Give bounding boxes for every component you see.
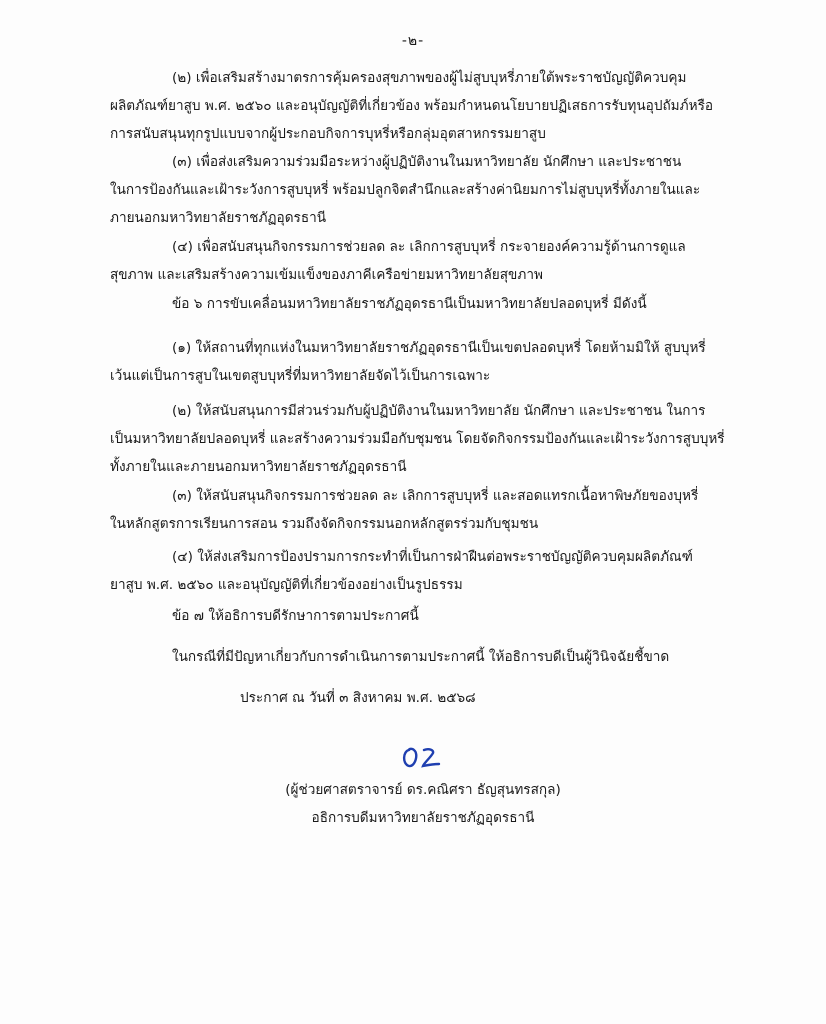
text-line: (๑) ให้สถานที่ทุกแห่งในมหาวิทยาลัยราชภัฏอุดรธานีเป็นเขตปลอดบุหรี่ โดยห้ามมิให้ สูบบุหรี่ [172, 340, 706, 356]
text-line: ยาสูบ พ.ศ. ๒๕๖๐ และอนุบัญญัติที่เกี่ยวข้องอย่างเป็นรูปธรรม [110, 577, 463, 593]
text-line: เป็นมหาวิทยาลัยปลอดบุหรี่ และสร้างความร่วมมือกับชุมชน โดยจัดกิจกรรมป้องกันและเฝ้าระวังการสูบบุหรี่ [110, 431, 725, 447]
objective-paragraph-3 [110, 148, 720, 232]
text-line: สุขภาพ และเสริมสร้างความเข้มแข็งของภาคีเครือข่ายมหาวิทยาลัยสุขภาพ [110, 267, 543, 283]
text-line: (๒) เพื่อเสริมสร้างมาตรการคุ้มครองสุขภาพของผู้ไม่สูบบุหรี่ภายใต้พระราชบัญญัติควบคุม [172, 70, 687, 86]
clause-6-item-4 [110, 543, 720, 599]
clause-7: ข้อ ๗ ให้อธิการบดีรักษาการตามประกาศนี้ [172, 608, 419, 624]
clause-6-item-3 [110, 482, 720, 538]
handwritten-signature [400, 742, 450, 772]
text-line: (๓) เพื่อส่งเสริมความร่วมมือระหว่างผู้ปฏิบัติงานในมหาวิทยาลัย นักศึกษา และประชาชน [172, 154, 682, 170]
text-line: ผลิตภัณฑ์ยาสูบ พ.ศ. ๒๕๖๐ และอนุบัญญัติที่เกี่ยวข้อง พร้อมกำหนดนโยบายปฏิเสธการรับทุนอุปถัมภ์หรือ [110, 98, 714, 114]
text-line: ในหลักสูตรการเรียนการสอน รวมถึงจัดกิจกรรมนอกหลักสูตรร่วมกับชุมชน [110, 516, 539, 532]
clause-6-heading: ข้อ ๖ การขับเคลื่อนมหาวิทยาลัยราชภัฏอุดรธานีเป็นมหาวิทยาลัยปลอดบุหรี่ มีดังนี้ [172, 296, 647, 312]
problem-clause: ในกรณีที่มีปัญหาเกี่ยวกับการดำเนินการตามประกาศนี้ ให้อธิการบดีเป็นผู้วินิจฉัยชี้ขาด [172, 649, 670, 665]
text-line: (๓) ให้สนับสนุนกิจกรรมการช่วยลด ละ เลิกการสูบบุหรี่ และสอดแทรกเนื้อหาพิษภัยของบุหรี่ [172, 488, 699, 504]
text-line: เว้นแต่เป็นการสูบในเขตสูบบุหรี่ที่มหาวิทยาลัยจัดไว้เป็นการเฉพาะ [110, 368, 491, 384]
page-number: -๒- [401, 33, 425, 49]
objective-paragraph-4 [110, 233, 720, 289]
text-line: ทั้งภายในและภายนอกมหาวิทยาลัยราชภัฏอุดรธานี [110, 459, 407, 475]
clause-6-item-1 [110, 334, 720, 390]
text-line: ภายนอกมหาวิทยาลัยราชภัฏอุดรธานี [110, 210, 327, 226]
announcement-date: ประกาศ ณ วันที่ ๓ สิงหาคม พ.ศ. ๒๕๖๘ [240, 690, 476, 706]
signer-position: อธิการบดีมหาวิทยาลัยราชภัฏอุดรธานี [311, 810, 535, 826]
signer-block [0, 776, 826, 832]
objective-paragraph-2 [110, 64, 720, 148]
text-line: (๔) ให้ส่งเสริมการป้องปรามการกระทำที่เป็นการฝ่าฝืนต่อพระราชบัญญัติควบคุมผลิตภัณฑ์ [172, 549, 693, 565]
clause-6-item-2 [110, 397, 725, 481]
text-line: ในการป้องกันและเฝ้าระวังการสูบบุหรี่ พร้อมปลูกจิตสำนึกและสร้างค่านิยมการไม่สูบบุหรี่ทั้งภายในและ [110, 182, 701, 198]
signer-name: (ผู้ช่วยศาสตราจารย์ ดร.คณิศรา ธัญสุนทรสกุล) [285, 782, 561, 798]
text-line: (๔) เพื่อสนับสนุนกิจกรรมการช่วยลด ละ เลิกการสูบบุหรี่ กระจายองค์ความรู้ด้านการดูแล [172, 239, 686, 255]
text-line: (๒) ให้สนับสนุนการมีส่วนร่วมกับผู้ปฏิบัติงานในมหาวิทยาลัย นักศึกษา และประชาชน ในการ [172, 403, 706, 419]
text-line: การสนับสนุนทุกรูปแบบจากผู้ประกอบกิจการบุหรี่หรือกลุ่มอุตสาหกรรมยาสูบ [110, 126, 546, 142]
